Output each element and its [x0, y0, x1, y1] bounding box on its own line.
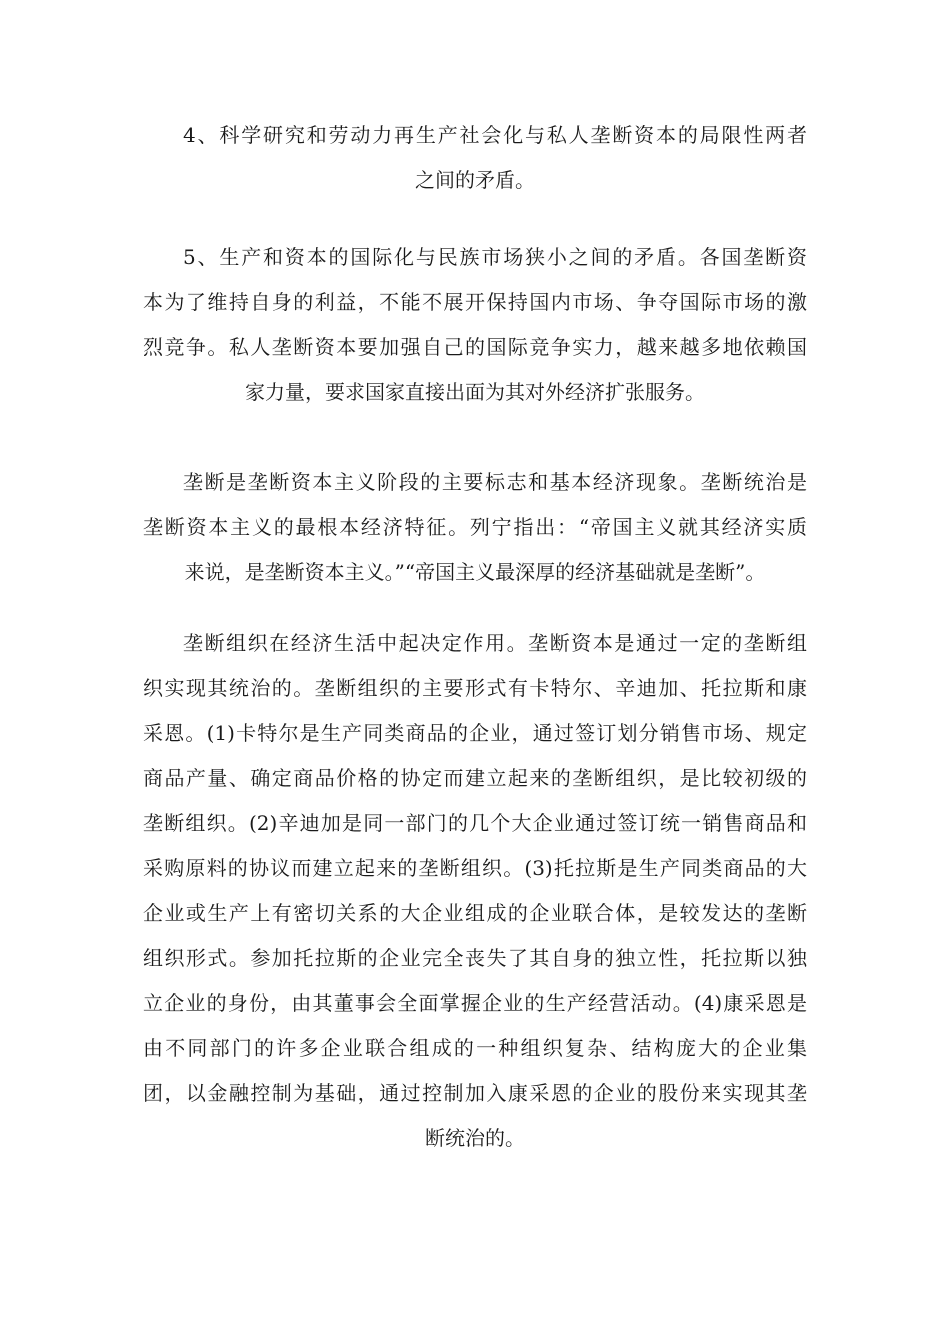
text-line: 商品产量、确定商品价格的协定而建立起来的垄断组织，是比较初级的: [143, 766, 807, 790]
paragraph-contradiction-4: [143, 113, 807, 203]
text-line: 垄断组织在经济生活中起决定作用。垄断资本是通过一定的垄断组: [183, 631, 807, 655]
paragraph-monopoly-organizations: [143, 621, 807, 1161]
text-line: 家力量，要求国家直接出面为其对外经济扩张服务。: [245, 380, 705, 404]
text-line: 组织形式。参加托拉斯的企业完全丧失了其自身的独立性，托拉斯以独: [143, 946, 807, 970]
text-line: 立企业的身份，由其董事会全面掌握企业的生产经营活动。(4)康采恩是: [143, 991, 807, 1015]
text-line: 4、科学研究和劳动力再生产社会化与私人垄断资本的局限性两者: [183, 123, 807, 147]
text-line: 本为了维持自身的利益，不能不展开保持国内市场、争夺国际市场的激: [143, 290, 807, 314]
text-line: 断统治的。: [425, 1126, 525, 1150]
paragraph-contradiction-5: [143, 235, 807, 415]
text-line: 5、生产和资本的国际化与民族市场狭小之间的矛盾。各国垄断资: [183, 245, 807, 269]
text-line: 垄断组织。(2)辛迪加是同一部门的几个大企业通过签订统一销售商品和: [143, 811, 807, 835]
text-line: 织实现其统治的。垄断组织的主要形式有卡特尔、辛迪加、托拉斯和康: [143, 676, 807, 700]
text-line: 之间的矛盾。: [415, 168, 535, 192]
text-line: 垄断资本主义的最根本经济特征。列宁指出：“帝国主义就其经济实质: [143, 515, 807, 539]
text-line: 烈竞争。私人垄断资本要加强自己的国际竞争实力，越来越多地依赖国: [143, 335, 807, 359]
text-line: 由不同部门的许多企业联合组成的一种组织复杂、结构庞大的企业集: [143, 1036, 807, 1060]
text-line: 来说，是垄断资本主义。”“帝国主义最深厚的经济基础就是垄断”。: [184, 560, 766, 584]
paragraph-monopoly-definition: [143, 460, 807, 595]
text-line: 企业或生产上有密切关系的大企业组成的企业联合体，是较发达的垄断: [143, 901, 807, 925]
text-line: 采购原料的协议而建立起来的垄断组织。(3)托拉斯是生产同类商品的大: [143, 856, 807, 880]
text-line: 垄断是垄断资本主义阶段的主要标志和基本经济现象。垄断统治是: [183, 470, 807, 494]
text-line: 团，以金融控制为基础，通过控制加入康采恩的企业的股份来实现其垄: [143, 1081, 807, 1105]
text-line: 采恩。(1)卡特尔是生产同类商品的企业，通过签订划分销售市场、规定: [143, 721, 807, 745]
